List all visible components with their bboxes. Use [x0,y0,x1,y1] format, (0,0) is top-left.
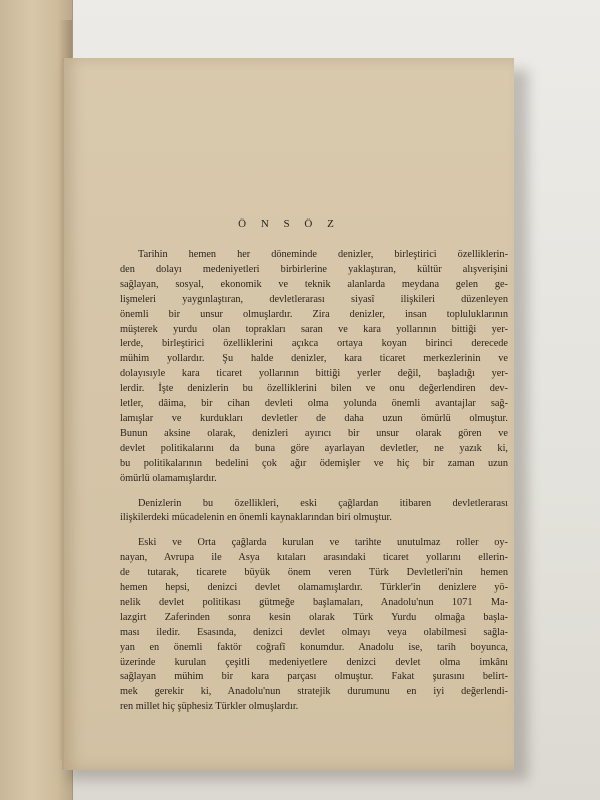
text-line: lerde, birleştirici özelliklerini açıkca ortaya koyan birinci derecede [120,338,508,350]
paragraph-3 [120,536,508,715]
text-line: ren millet hiç şüphesiz Türkler olmuşlardır. [120,701,299,713]
text-line: hemen hepsi, denizci devlet olamamışlardır. Türkler'in denizlere yö- [120,582,508,594]
text-line: önemli bir unsur olmuşlardır. Zira denizler, insan topluluklarının [120,308,508,320]
page-heading: Ö N S Ö Z [238,218,340,230]
text-line: nelik devlet politikası gütmeğe başlamaları, Anadolu'nun 1071 Ma- [120,596,508,608]
text-line: Eski ve Orta çağlarda kurulan ve tarihte unutulmaz roller oy- [138,537,508,549]
text-line: Denizlerin bu özellikleri, eski çağlardan itibaren devletlerarası [138,497,508,509]
text-line: lamışlar ve kurdukları devletler de daha uzun ömürlü olmuştur. [120,412,508,424]
text-line: sağlayan, sosyal, ekonomik ve teknik alanlarda meydana gelen ge- [120,278,508,290]
text-line: sağlayan mühim bir kara parçası olmuştur. Fakat şurasını belirt- [120,671,508,683]
text-line: devlet politikalarını da buna göre ayarlayan devletler, ne yazık ki, [120,442,508,454]
text-line: mek gerekir ki, Anadolu'nun stratejik durumunu en iyi değerlendi- [120,686,508,698]
text-line: yan en önemli faktör coğrafî konumdur. Anadolu ise, tarih boyunca, [120,641,508,653]
text-line: Tarihin hemen her döneminde denizler, birleştirici özelliklerin- [138,249,508,260]
text-line: müşterek yurdu olan toprakları saran ve kara yollarının bittiği yer- [120,323,508,335]
text-line: mühim yollardır. Şu halde denizler, kara ticaret merkezlerinin ve [120,353,508,365]
text-line: lazgirt Zaferinden sonra kesin olarak Türk Yurdu olmağa başla- [120,611,508,623]
text-line: bu politikalarının bedelini çok ağır ödemişler ve hiç bir zaman uzun [120,457,508,469]
text-line: ilişkilerdeki mücadelenin en önemli kaynaklarından biri olmuştur. [120,512,392,524]
text-line: dolayısıyle kara ticaret yollarının bittiği yerler değil, başladığı yer- [120,368,508,380]
text-line: Bunun aksine olarak, denizleri ayırıcı bir unsur olarak gören ve [120,427,508,439]
paragraph-2 [120,497,508,527]
text-line: lişmeleri yaygınlaştıran, devletlerarası siyasî ilişkileri düzenleyen [120,293,508,305]
book-page [62,58,514,770]
text-line: lerdir. İşte denizlerin bu özelliklerini bilen ve onu değerlendiren dev- [120,383,508,395]
text-line: ömürlü olamamışlardır. [120,472,217,484]
text-line: nayan, Avrupa ile Asya kıtaları arasındaki ticaret yollarını ellerin- [120,552,508,564]
text-line: letler, dâima, bir cihan devleti olma yolunda önemli avantajlar sağ- [120,398,508,410]
text-line: üzerinde kurulan çeşitli medeniyetlere denizci devlet olma imkânı [120,656,508,668]
paragraph-1 [120,248,508,487]
text-line: den dolayı medeniyetleri birbirlerine yaklaştıran, kültür alışverişini [120,263,508,275]
body-text [120,248,508,725]
text-line: ması iledir. Esasında, denizci devlet olmayı veya olabilmesi sağla- [120,626,508,638]
text-line: de tutarak, ticarete büyük önem veren Türk Devletleri'nin hemen [120,567,508,579]
